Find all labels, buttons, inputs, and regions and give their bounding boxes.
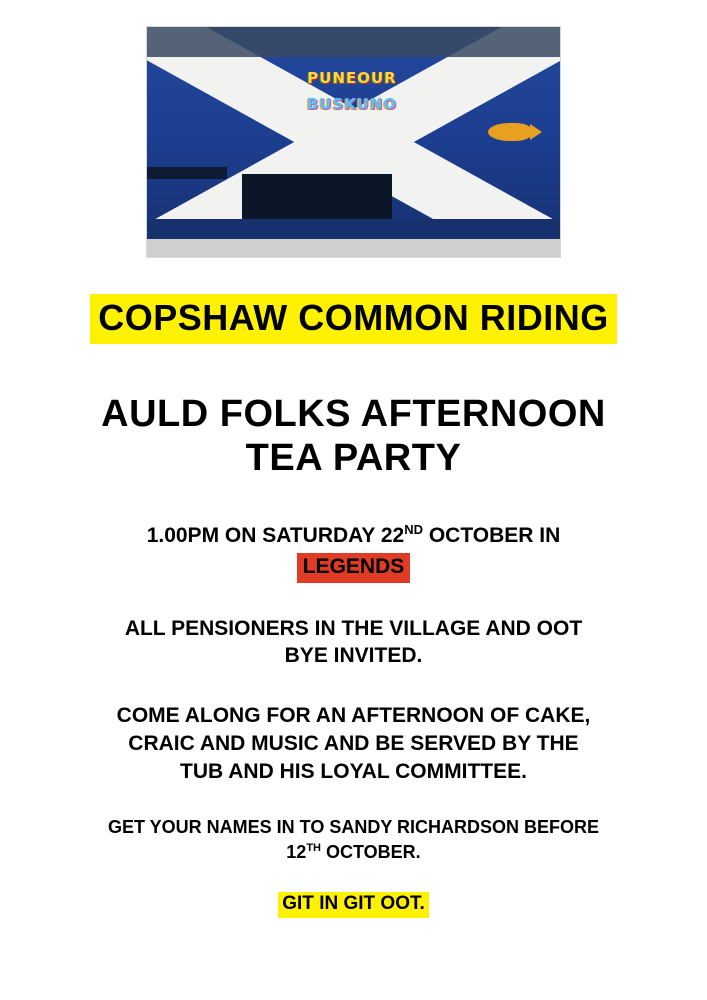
invite-paragraph xyxy=(44,615,664,670)
photo-lower-blue-strip xyxy=(147,219,560,239)
rsvp-date-month: OCTOBER. xyxy=(321,841,421,862)
banner-letters-line2: BUSKUNO xyxy=(306,95,398,113)
invite-line-2: BYE INVITED. xyxy=(284,644,423,668)
body-line-2: CRAIC AND MUSIC AND BE SERVED BY THE xyxy=(128,731,579,755)
body-paragraph xyxy=(44,702,664,785)
photo-top-strip xyxy=(147,27,560,57)
venue-badge: LEGENDS xyxy=(297,553,411,582)
banner-letters-line1: PUNEOUR xyxy=(307,69,397,87)
banner-letters xyxy=(267,65,437,119)
rsvp-line-2 xyxy=(34,840,674,864)
rsvp-date-ordinal: TH xyxy=(306,841,321,854)
event-subtitle xyxy=(101,392,606,480)
venue-wrapper xyxy=(147,549,561,582)
body-line-3: TUB AND HIS LOYAL COMMITTEE. xyxy=(180,759,527,783)
photo-dark-panel xyxy=(242,174,392,219)
photo-bottom-strip xyxy=(147,239,560,257)
rsvp-line-1: GET YOUR NAMES IN TO SANDY RICHARDSON BEFORE xyxy=(107,817,600,838)
event-subtitle-line2: TEA PARTY xyxy=(245,437,462,480)
invite-line-1: ALL PENSIONERS IN THE VILLAGE AND OOT xyxy=(124,616,583,640)
body-line-1: COME ALONG FOR AN AFTERNOON OF CAKE, xyxy=(116,704,591,728)
event-when-text: 1.00PM ON SATURDAY 22 xyxy=(146,524,405,548)
footer-slogan: GIT IN GIT OOT. xyxy=(278,892,429,918)
saltire-flag-photo xyxy=(146,26,561,258)
page-title: COPSHAW COMMON RIDING xyxy=(90,294,617,344)
fish-decoration-icon xyxy=(488,123,532,141)
rsvp-paragraph xyxy=(34,815,674,864)
photo-dark-bar xyxy=(147,167,227,179)
event-when xyxy=(147,522,561,583)
event-when-ordinal: ND xyxy=(404,522,424,538)
event-when-suffix: OCTOBER IN xyxy=(423,524,561,548)
rsvp-date-number: 12 xyxy=(286,841,307,862)
event-subtitle-line1: AULD FOLKS AFTERNOON xyxy=(101,393,606,435)
